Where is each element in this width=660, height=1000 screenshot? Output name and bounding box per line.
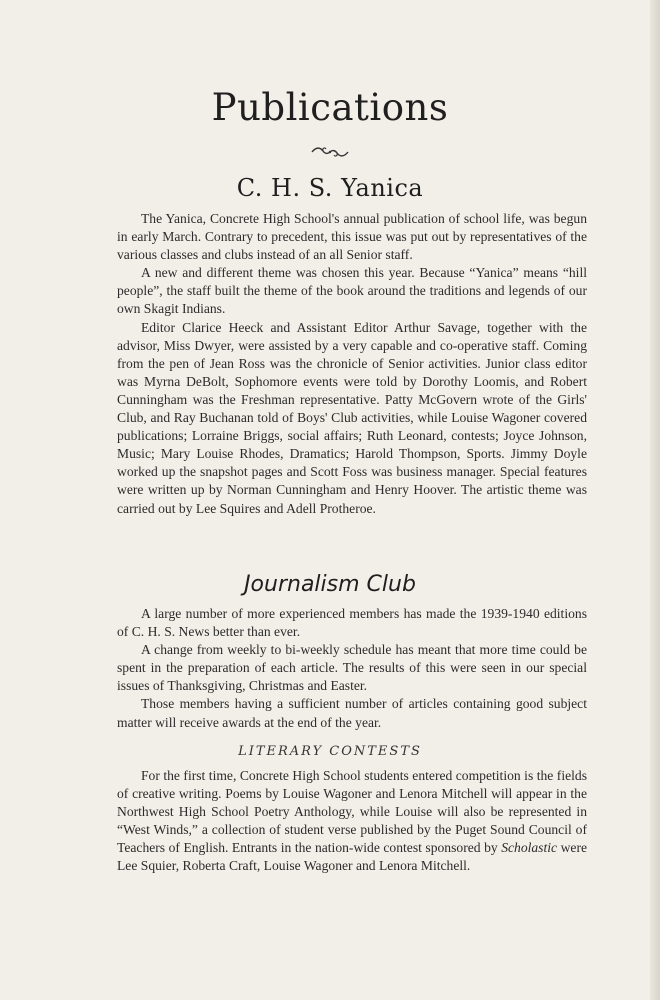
journalism-heading: Journalism Club (244, 572, 416, 597)
scholastic-title: Scholastic (501, 840, 558, 856)
contests-text-end: were Lee Squier, Roberta Craft, Louise Wagoner and Lenora Mitchell. (117, 840, 588, 874)
journalism-paragraph-3: Those members having a sufficient number of articles containing good subject matter will receive awards at the end of the year. (117, 696, 587, 730)
yanica-section (117, 210, 587, 518)
ornament-divider (0, 144, 660, 163)
journalism-paragraph-2: A change from weekly to bi-weekly schedule has meant that more time could be spent in the preparation of each article. The results of this were seen in our special issues of Thanksgiving, Christmas and Easter. (117, 642, 587, 694)
contests-section (117, 767, 587, 876)
yanica-paragraph-1: The Yanica, Concrete High School's annual publication of school life, was begun in early March. Contrary to precedent, this issue was put out by representatives of the various classes and clubs instead of an all Senior staff. (117, 211, 587, 263)
page-title: Publications (211, 86, 449, 129)
contests-text-start: For the first time, Concrete High School students entered competition is the fields of creative writing. Poems by Louise Wagoner and Lenora Mitchell will appear in the Northwest High School Poetry Anthology, while Louise will also be represented in “West Winds,” a collection of student verse published by the Puget Sound Council of Teachers of English. Entrants in the nation-wide contest sponsored by (117, 768, 587, 856)
contests-paragraph (117, 767, 587, 876)
literary-contests-heading: LITERARY CONTESTS (238, 744, 422, 759)
yanica-paragraph-3: Editor Clarice Heeck and Assistant Editor Arthur Savage, together with the advisor, Miss Dwyer, were assisted by a very capable and co-operative staff. Coming from the pen of Jean Ross was the chronicle of Senior activities. Junior class editor was Myrna DeBolt, Sophomore events were told by Dorothy Loomis, and Robert Cunningham was the Freshman representative. Patty McGovern wrote of the Girls' Club, and Ray Buchanan told of Boys' Club activities, while Louise Wagoner covered publications; Lorraine Briggs, social affairs; Ruth Leonard, contests; Joyce Johnson, Music; Mary Louise Rhodes, Dramatics; Harold Thompson, Sports. Jimmy Doyle worked up the snapshot pages and Scott Foss was business manager. Special features were written up by Norman Cunningham and Henry Hoover. The artistic theme was carried out by Lee Squires and Adell Protheroe. (117, 319, 587, 516)
journalism-section (117, 605, 587, 732)
yanica-heading: C. H. S. Yanica (236, 174, 424, 202)
journalism-paragraph-1: A large number of more experienced members has made the 1939-1940 editions of C. H. S. News better than ever. (117, 606, 587, 640)
yanica-paragraph-2: A new and different theme was chosen this year. Because “Yanica” means “hill people”, the staff built the theme of the book around the traditions and legends of our own Skagit Indians. (117, 265, 587, 317)
flourish-icon (310, 145, 350, 159)
